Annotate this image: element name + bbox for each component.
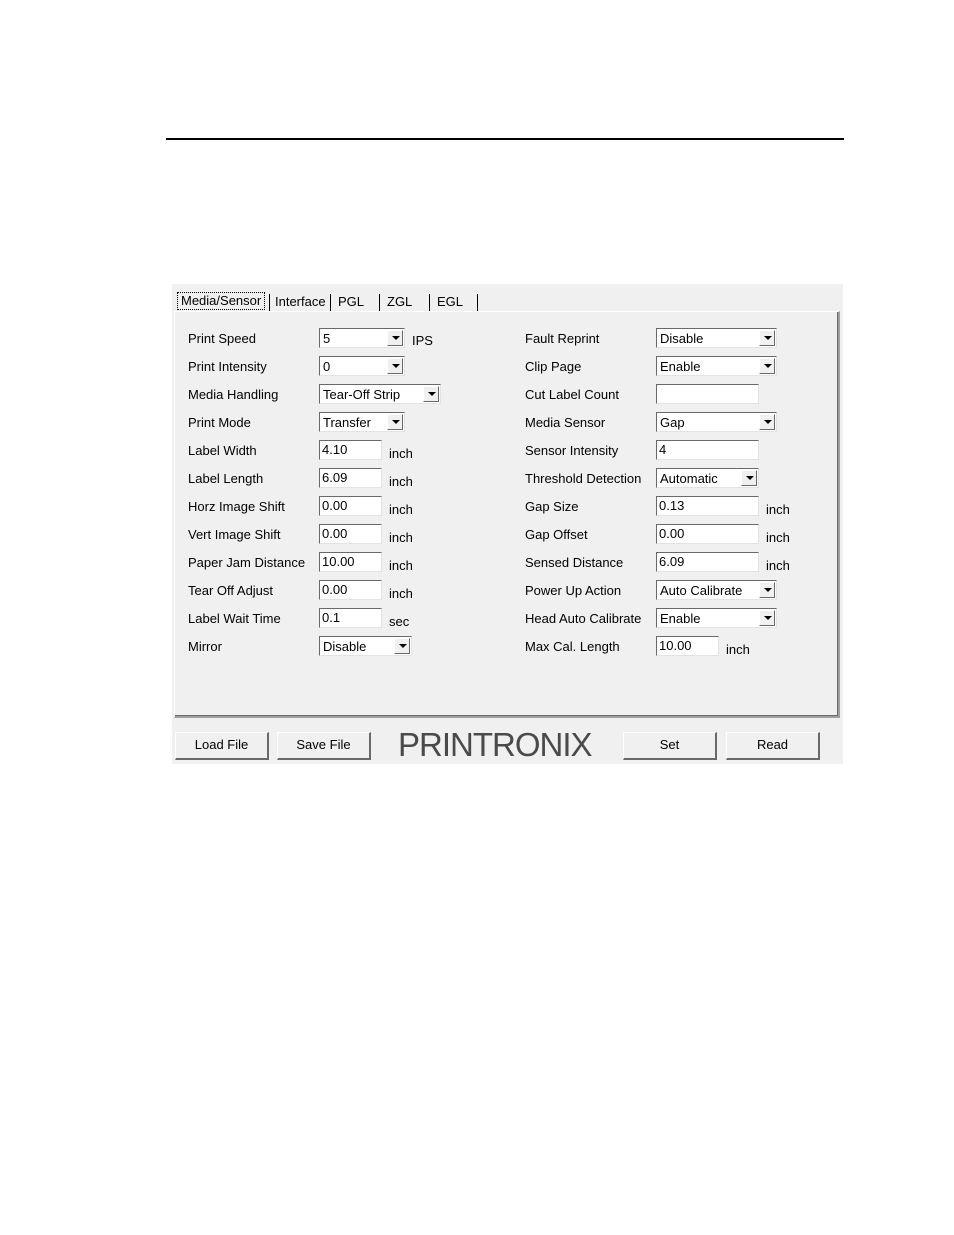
print-speed-value: 5 <box>323 331 331 346</box>
save-file-button[interactable]: Save File <box>277 732 371 760</box>
label-width-input[interactable] <box>319 440 382 460</box>
print-intensity-value: 0 <box>323 359 331 374</box>
label-wait-time-value: 0.1 <box>322 610 341 625</box>
cut-label-count-input[interactable] <box>656 384 759 404</box>
media-handling-label: Media Handling <box>188 387 279 402</box>
chevron-down-icon[interactable] <box>759 582 775 598</box>
chevron-down-icon[interactable] <box>759 358 775 374</box>
cut-label-count-label: Cut Label Count <box>525 387 619 402</box>
threshold-detection-select[interactable] <box>656 468 759 488</box>
horz-image-shift-input[interactable] <box>319 496 382 516</box>
chevron-down-icon[interactable] <box>394 638 410 654</box>
tear-off-adjust-unit: inch <box>389 586 413 601</box>
horz-image-shift-unit: inch <box>389 502 413 517</box>
fault-reprint-label: Fault Reprint <box>525 331 600 346</box>
max-cal-length-value: 10.00 <box>659 638 692 653</box>
mirror-value: Disable <box>323 639 367 654</box>
threshold-detection-label: Threshold Detection <box>525 471 642 486</box>
label-wait-time-unit: sec <box>389 614 410 629</box>
paper-jam-distance-label: Paper Jam Distance <box>188 555 306 570</box>
printronix-logo: PRINTRONIX <box>398 726 592 763</box>
media-handling-select[interactable] <box>319 384 441 404</box>
clip-page-value: Enable <box>660 359 701 374</box>
label-wait-time-label: Label Wait Time <box>188 611 281 626</box>
tear-off-adjust-input[interactable] <box>319 580 382 600</box>
tab-divider <box>477 294 478 311</box>
tab-interface[interactable]: Interface <box>275 294 326 309</box>
gap-offset-value: 0.00 <box>659 526 685 541</box>
media-sensor-label: Media Sensor <box>525 415 606 430</box>
power-up-action-value: Auto Calibrate <box>660 583 743 598</box>
tear-off-adjust-value: 0.00 <box>322 582 348 597</box>
print-mode-value: Transfer <box>323 415 371 430</box>
label-length-label: Label Length <box>188 471 264 486</box>
label-length-value: 6.09 <box>322 470 348 485</box>
gap-size-value: 0.13 <box>659 498 685 513</box>
sensor-intensity-label: Sensor Intensity <box>525 443 619 458</box>
max-cal-length-input[interactable] <box>656 636 719 656</box>
label-length-input[interactable] <box>319 468 382 488</box>
print-speed-select[interactable] <box>319 328 405 348</box>
head-auto-calibrate-value: Enable <box>660 611 701 626</box>
chevron-down-icon[interactable] <box>423 386 439 402</box>
print-mode-select[interactable] <box>319 412 405 432</box>
paper-jam-distance-unit: inch <box>389 558 413 573</box>
vert-image-shift-input[interactable] <box>319 524 382 544</box>
label-width-label: Label Width <box>188 443 257 458</box>
print-intensity-label: Print Intensity <box>188 359 267 374</box>
media-sensor-select[interactable] <box>656 412 777 432</box>
gap-offset-label: Gap Offset <box>525 527 588 542</box>
tab-divider <box>429 294 430 311</box>
gap-offset-input[interactable] <box>656 524 759 544</box>
max-cal-length-unit: inch <box>726 642 750 657</box>
chevron-down-icon[interactable] <box>759 610 775 626</box>
chevron-down-icon[interactable] <box>759 414 775 430</box>
gap-size-label: Gap Size <box>525 499 579 514</box>
mirror-select[interactable] <box>319 636 412 656</box>
clip-page-label: Clip Page <box>525 359 582 374</box>
tab-divider <box>379 294 380 311</box>
load-file-button[interactable]: Load File <box>175 732 269 760</box>
label-wait-time-input[interactable] <box>319 608 382 628</box>
paper-jam-distance-value: 10.00 <box>322 554 355 569</box>
sensed-distance-value: 6.09 <box>659 554 685 569</box>
power-up-action-label: Power Up Action <box>525 583 622 598</box>
label-width-value: 4.10 <box>322 442 348 457</box>
chevron-down-icon[interactable] <box>741 470 757 486</box>
tab-divider <box>330 294 331 311</box>
horz-image-shift-label: Horz Image Shift <box>188 499 285 514</box>
tear-off-adjust-label: Tear Off Adjust <box>188 583 274 598</box>
print-speed-label: Print Speed <box>188 331 256 346</box>
label-width-unit: inch <box>389 446 413 461</box>
sensor-intensity-value: 4 <box>659 442 667 457</box>
tab-egl[interactable]: EGL <box>437 294 464 309</box>
chevron-down-icon[interactable] <box>759 330 775 346</box>
mirror-label: Mirror <box>188 639 222 654</box>
chevron-down-icon[interactable] <box>387 330 403 346</box>
printer-settings-dialog <box>172 284 843 764</box>
header-rule <box>166 138 844 140</box>
fault-reprint-value: Disable <box>660 331 704 346</box>
power-up-action-select[interactable] <box>656 580 777 600</box>
print-intensity-select[interactable] <box>319 356 405 376</box>
vert-image-shift-unit: inch <box>389 530 413 545</box>
threshold-detection-value: Automatic <box>660 471 718 486</box>
clip-page-select[interactable] <box>656 356 777 376</box>
sensed-distance-label: Sensed Distance <box>525 555 624 570</box>
read-button[interactable]: Read <box>726 732 820 760</box>
tab-pgl[interactable]: PGL <box>338 294 365 309</box>
vert-image-shift-label: Vert Image Shift <box>188 527 281 542</box>
sensed-distance-input[interactable] <box>656 552 759 572</box>
media-handling-value: Tear-Off Strip <box>323 387 401 402</box>
max-cal-length-label: Max Cal. Length <box>525 639 620 654</box>
head-auto-calibrate-select[interactable] <box>656 608 777 628</box>
tab-zgl[interactable]: ZGL <box>387 294 413 309</box>
tab-media-sensor[interactable]: Media/Sensor <box>177 292 265 310</box>
tab-divider <box>269 294 270 311</box>
chevron-down-icon[interactable] <box>387 358 403 374</box>
chevron-down-icon[interactable] <box>387 414 403 430</box>
gap-offset-unit: inch <box>766 530 790 545</box>
print-mode-label: Print Mode <box>188 415 251 430</box>
gap-size-input[interactable] <box>656 496 759 516</box>
sensed-distance-unit: inch <box>766 558 790 573</box>
media-sensor-panel <box>174 311 840 718</box>
gap-size-unit: inch <box>766 502 790 517</box>
sensor-intensity-input[interactable] <box>656 440 759 460</box>
vert-image-shift-value: 0.00 <box>322 526 348 541</box>
print-speed-unit: IPS <box>412 333 433 348</box>
horz-image-shift-value: 0.00 <box>322 498 348 513</box>
head-auto-calibrate-label: Head Auto Calibrate <box>525 611 642 626</box>
media-sensor-value: Gap <box>660 415 685 430</box>
set-button[interactable]: Set <box>623 732 717 760</box>
label-length-unit: inch <box>389 474 413 489</box>
fault-reprint-select[interactable] <box>656 328 777 348</box>
paper-jam-distance-input[interactable] <box>319 552 382 572</box>
